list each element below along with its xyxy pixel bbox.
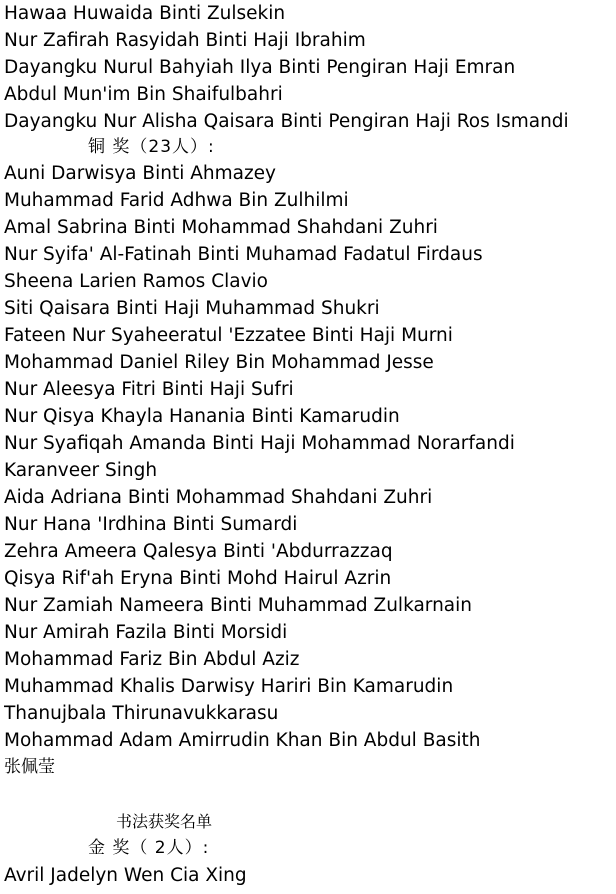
list-item: Nur Zafirah Rasyidah Binti Haji Ibrahim <box>4 30 366 51</box>
gold-award-heading: 金 奖（ 2人）: <box>88 838 210 858</box>
calligraphy-title: 书法获奖名单 <box>116 812 213 831</box>
list-item: Dayangku Nurul Bahyiah Ilya Binti Pengiran Haji Emran <box>4 57 516 78</box>
list-item: Mohammad Daniel Riley Bin Mohammad Jesse <box>4 352 434 373</box>
list-item: Muhammad Farid Adhwa Bin Zulhilmi <box>4 190 349 211</box>
list-item: Abdul Mun'im Bin Shaifulbahri <box>4 84 283 105</box>
list-item: Nur Qisya Khayla Hanania Binti Kamarudin <box>4 406 400 427</box>
list-item: Aida Adriana Binti Mohammad Shahdani Zuhri <box>4 487 433 508</box>
list-item: Nur Aleesya Fitri Binti Haji Sufri <box>4 379 294 400</box>
list-item: Avril Jadelyn Wen Cia Xing <box>4 865 247 886</box>
list-item: Siti Qaisara Binti Haji Muhammad Shukri <box>4 298 380 319</box>
list-item: Nur Hana 'Irdhina Binti Sumardi <box>4 514 298 535</box>
spacer <box>4 781 612 808</box>
list-item: Auni Darwisya Binti Ahmazey <box>4 163 276 184</box>
list-item: Qisya Rif'ah Eryna Binti Mohd Hairul Azrin <box>4 568 392 589</box>
list-item: Mohammad Adam Amirrudin Khan Bin Abdul Basith <box>4 730 481 751</box>
list-item: Nur Syifa' Al-Fatinah Binti Muhamad Fadatul Firdaus <box>4 244 483 265</box>
list-item: Hawaa Huwaida Binti Zulsekin <box>4 3 286 24</box>
list-item: Zehra Ameera Qalesya Binti 'Abdurrazzaq <box>4 541 393 562</box>
list-item: Fateen Nur Syaheeratul 'Ezzatee Binti Haji Murni <box>4 325 453 346</box>
list-item: Muhammad Khalis Darwisy Hariri Bin Kamarudin <box>4 676 454 697</box>
list-item: Nur Syafiqah Amanda Binti Haji Mohammad Norarfandi <box>4 433 515 454</box>
list-item: 张佩莹 <box>4 757 55 777</box>
document-page <box>4 0 612 889</box>
bronze-award-heading: 铜 奖（23人）: <box>88 137 215 157</box>
list-item: Mohammad Fariz Bin Abdul Aziz <box>4 649 300 670</box>
list-item: Sheena Larien Ramos Clavio <box>4 271 268 292</box>
list-item: Nur Zamiah Nameera Binti Muhammad Zulkarnain <box>4 595 473 616</box>
list-item: Thanujbala Thirunavukkarasu <box>4 703 279 724</box>
list-item: Dayangku Nur Alisha Qaisara Binti Pengiran Haji Ros Ismandi <box>4 111 569 132</box>
list-item: Karanveer Singh <box>4 460 158 481</box>
list-item: Amal Sabrina Binti Mohammad Shahdani Zuhri <box>4 217 438 238</box>
list-item: Nur Amirah Fazila Binti Morsidi <box>4 622 288 643</box>
